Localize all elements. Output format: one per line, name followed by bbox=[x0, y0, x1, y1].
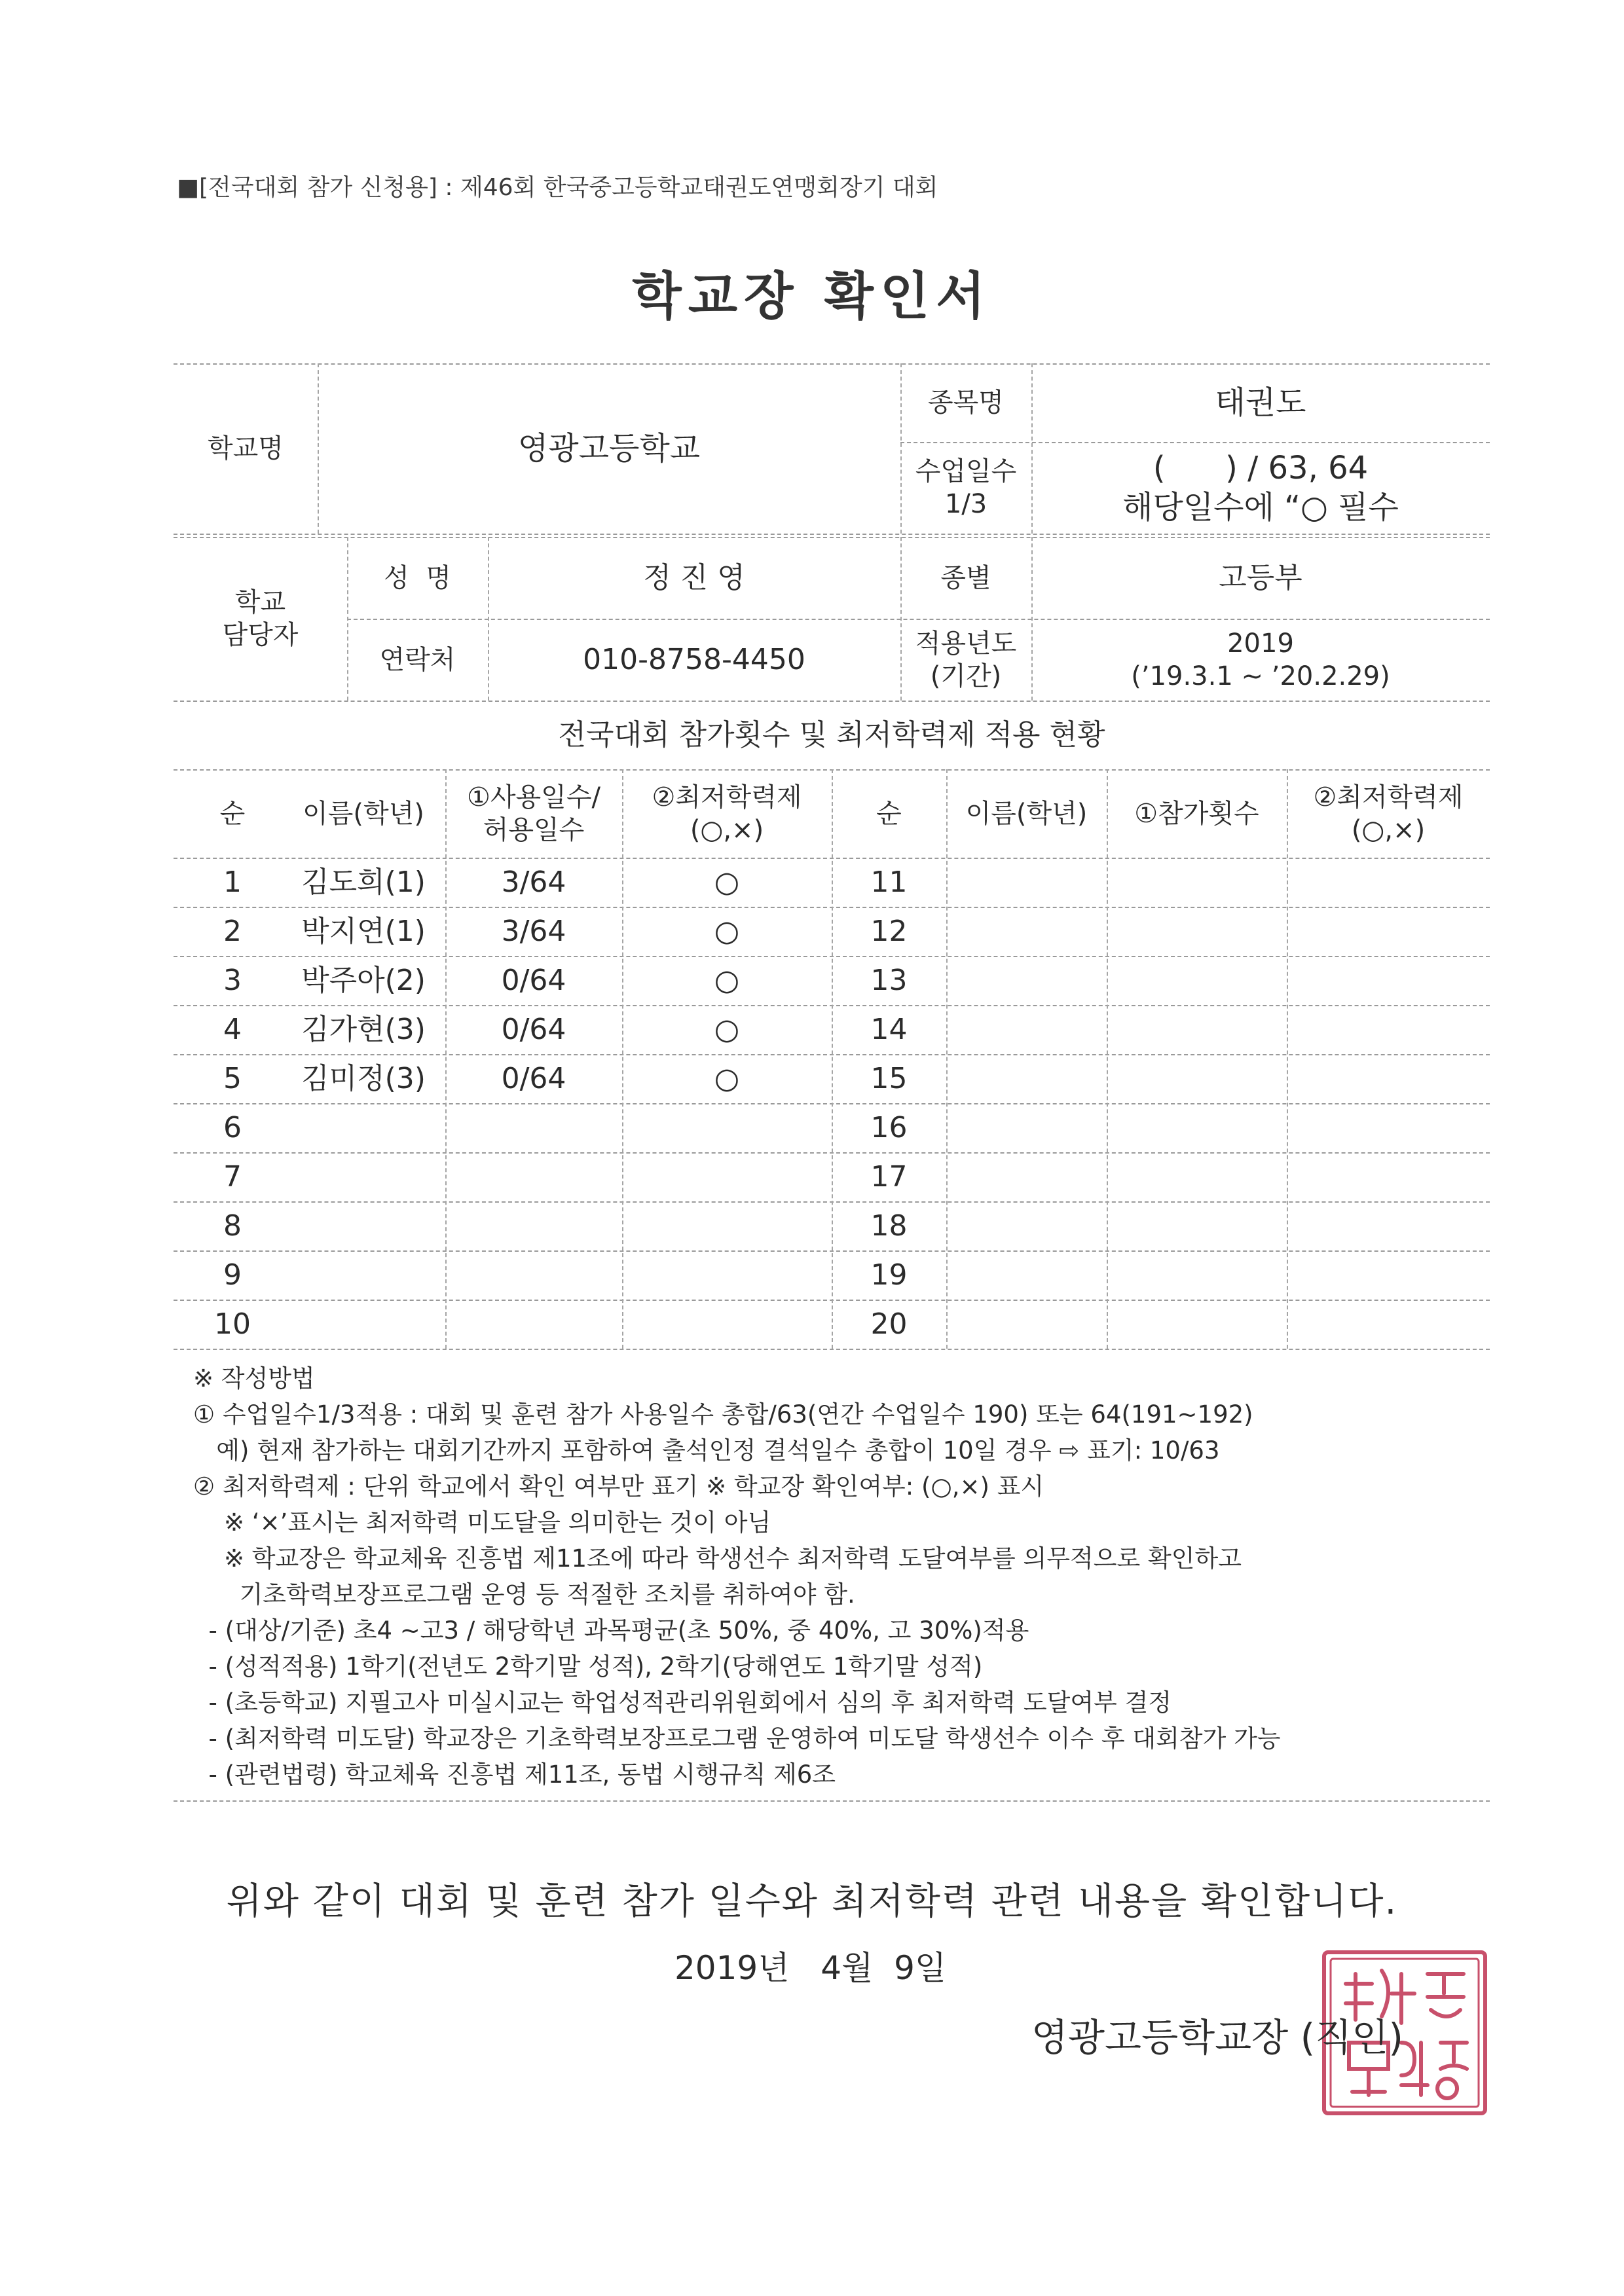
row-minimum-mark: ○ bbox=[714, 915, 740, 948]
row-name: 김미정(3) bbox=[301, 1062, 426, 1095]
col-header-days-line2: 허용일수 bbox=[483, 814, 585, 845]
row-no: 5 bbox=[223, 1062, 242, 1095]
row-no: 9 bbox=[223, 1258, 242, 1292]
year-label-line1: 적용년도 bbox=[915, 628, 1017, 659]
col-header-minimum-left-line2: (○,×) bbox=[690, 814, 764, 845]
event-value: 태권도 bbox=[1215, 384, 1306, 421]
col-header-minimum-left bbox=[622, 769, 832, 858]
days-label bbox=[900, 442, 1031, 534]
row-no: 6 bbox=[223, 1111, 242, 1144]
note-line: - (성적적용) 1학기(전년도 2학기말 성적), 2학기(당해연도 1학기말 성적) bbox=[193, 1652, 983, 1681]
row-no-right: 18 bbox=[870, 1209, 908, 1243]
issue-date: 2019년 4월 9일 bbox=[674, 1949, 947, 1987]
school-name: 영광고등학교 bbox=[517, 430, 701, 467]
year-value bbox=[1031, 619, 1490, 701]
row-no-right: 12 bbox=[870, 915, 908, 948]
row-no: 4 bbox=[223, 1013, 242, 1046]
row-no: 3 bbox=[223, 964, 242, 997]
col-header-minimum-right-line2: (○,×) bbox=[1351, 814, 1426, 845]
row-days: 0/64 bbox=[501, 964, 566, 997]
year-label-line2: (기간) bbox=[930, 661, 1002, 691]
col-header-minimum-left-line1: ②최저학력제 bbox=[652, 782, 802, 812]
row-no-right: 19 bbox=[870, 1258, 908, 1292]
contact-label-line1: 학교 bbox=[234, 587, 286, 617]
col-header-participation: ①참가횟수 bbox=[1134, 798, 1259, 829]
phone-value: 010-8758-4450 bbox=[583, 643, 805, 676]
col-header-no-left: 순 bbox=[219, 798, 246, 829]
name-value: 정 진 영 bbox=[643, 561, 745, 594]
note-line: ※ 작성방법 bbox=[193, 1364, 315, 1393]
col-header-minimum-right bbox=[1287, 769, 1490, 858]
contact-label-line2: 담당자 bbox=[222, 620, 299, 650]
event-label: 종목명 bbox=[928, 388, 1004, 418]
row-no: 10 bbox=[214, 1307, 251, 1341]
note-line: ※ 학교장은 학교체육 진흥법 제11조에 따라 학생선수 최저학력 도달여부를 의무적으로 확인하고 bbox=[193, 1544, 1242, 1573]
days-label-line2: 1/3 bbox=[944, 489, 987, 519]
note-line: 예) 현재 참가하는 대회기간까지 포함하여 출석인정 결석일수 총합이 10일 경우 ⇨ 표기: 10/63 bbox=[193, 1436, 1220, 1465]
col-header-name-left: 이름(학년) bbox=[303, 798, 424, 829]
row-no-right: 14 bbox=[870, 1013, 908, 1046]
row-no-right: 17 bbox=[870, 1160, 908, 1194]
signature-line: 영광고등학교장 (직인) bbox=[1031, 2015, 1403, 2060]
days-value-line2: 해당일수에 “○ 필수 bbox=[1122, 489, 1399, 526]
division-value: 고등부 bbox=[1219, 561, 1302, 594]
row-days: 0/64 bbox=[501, 1013, 566, 1046]
row-days: 0/64 bbox=[501, 1062, 566, 1095]
confirmation-text: 위와 같이 대회 및 훈련 참가 일수와 최저학력 관련 내용을 확인합니다. bbox=[226, 1880, 1398, 1923]
row-name: 김가현(3) bbox=[301, 1013, 426, 1046]
col-header-no-right: 순 bbox=[876, 798, 902, 829]
row-minimum-mark: ○ bbox=[714, 964, 740, 997]
col-header-name-right: 이름(학년) bbox=[965, 798, 1088, 829]
col-header-days bbox=[445, 769, 622, 858]
note-line: ① 수업일수1/3적용 : 대회 및 훈련 참가 사용일수 총합/63(연간 수업일수 190) 또는 64(191~192) bbox=[193, 1400, 1253, 1429]
row-no: 7 bbox=[223, 1160, 242, 1194]
page-title: 학교장 확인서 bbox=[632, 267, 992, 326]
row-no-right: 20 bbox=[870, 1307, 908, 1341]
days-value bbox=[1031, 442, 1490, 534]
year-value-line1: 2019 bbox=[1227, 628, 1294, 659]
note-line: ② 최저학력제 : 단위 학교에서 확인 여부만 표기 ※ 학교장 확인여부: (○,×) 표시 bbox=[193, 1472, 1044, 1501]
row-name: 김도희(1) bbox=[301, 866, 426, 899]
row-no-right: 16 bbox=[870, 1111, 908, 1144]
col-header-days-line1: ①사용일수/ bbox=[467, 782, 600, 812]
row-minimum-mark: ○ bbox=[714, 1062, 740, 1095]
note-line: - (관련법령) 학교체육 진흥법 제11조, 동법 시행규칙 제6조 bbox=[193, 1760, 836, 1789]
row-days: 3/64 bbox=[501, 866, 566, 899]
row-no: 1 bbox=[223, 866, 242, 899]
header-note: ■[전국대회 참가 신청용] : 제46회 한국중고등학교태권도연맹회장기 대회 bbox=[177, 174, 938, 201]
name-label: 성 명 bbox=[384, 562, 451, 593]
col-header-minimum-right-line1: ②최저학력제 bbox=[1313, 782, 1464, 812]
row-minimum-mark: ○ bbox=[714, 1013, 740, 1046]
phone-label: 연락처 bbox=[379, 644, 456, 675]
contact-label bbox=[174, 537, 347, 701]
status-title: 전국대회 참가횟수 및 최저학력제 적용 현황 bbox=[558, 718, 1105, 752]
note-line: - (최저학력 미도달) 학교장은 기초학력보장프로그램 운영하여 미도달 학생선수 이수 후 대회참가 가능 bbox=[193, 1724, 1281, 1753]
days-label-line1: 수업일수 bbox=[915, 456, 1017, 486]
row-no: 8 bbox=[223, 1209, 242, 1243]
row-name: 박주아(2) bbox=[301, 964, 426, 997]
note-line: - (대상/기준) 초4 ~고3 / 해당학년 과목평균(초 50%, 중 40%, 고 30%)적용 bbox=[193, 1616, 1029, 1645]
row-name: 박지연(1) bbox=[301, 915, 426, 948]
instructions bbox=[193, 1360, 1503, 1793]
note-line: - (초등학교) 지필고사 미실시교는 학업성적관리위원회에서 심의 후 최저학력 도달여부 결정 bbox=[193, 1688, 1172, 1717]
row-no-right: 11 bbox=[870, 866, 908, 899]
school-label: 학교명 bbox=[208, 433, 284, 464]
row-days: 3/64 bbox=[501, 915, 566, 948]
row-no-right: 13 bbox=[870, 964, 908, 997]
year-value-line2: (’19.3.1 ~ ’20.2.29) bbox=[1131, 661, 1390, 691]
year-label bbox=[900, 619, 1031, 701]
days-value-line1: ( ) / 63, 64 bbox=[1153, 450, 1369, 486]
division-label: 종별 bbox=[940, 562, 991, 593]
note-line: ※ ‘×’표시는 최저학력 미도달을 의미한는 것이 아님 bbox=[193, 1508, 771, 1537]
row-no: 2 bbox=[223, 915, 242, 948]
row-no-right: 15 bbox=[870, 1062, 908, 1095]
row-minimum-mark: ○ bbox=[714, 866, 740, 899]
note-line: 기초학력보장프로그램 운영 등 적절한 조치를 취하여야 함. bbox=[193, 1580, 855, 1609]
